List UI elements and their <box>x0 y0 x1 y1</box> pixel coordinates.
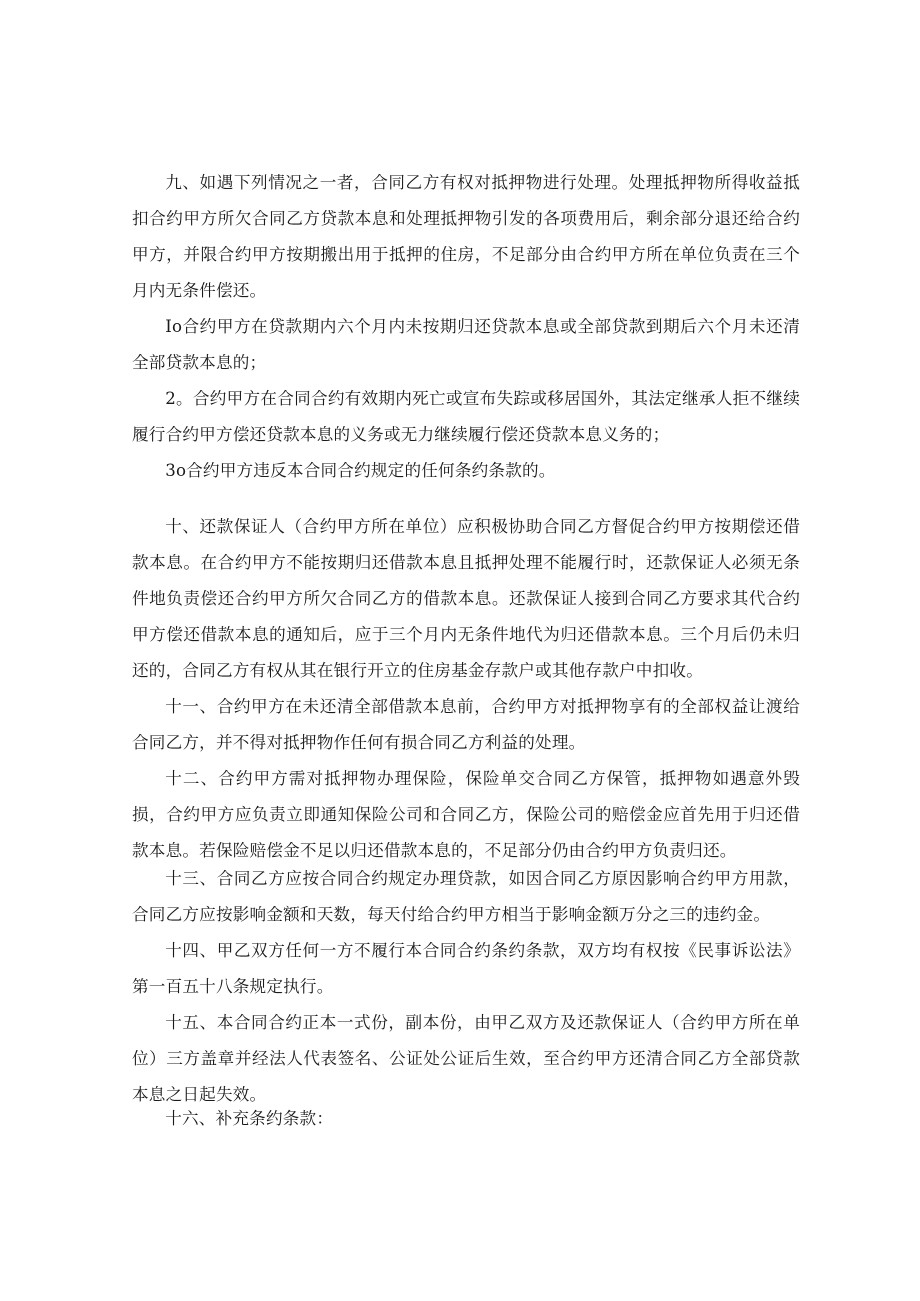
clause-10: 十、还款保证人（合约甲方所在单位）应积极协助合同乙方督促合约甲方按期偿还借款本息。在合约甲方不能按期归还借款本息且抵押处理不能履行时，还款保证人必须无条件地负责偿还合约甲方所欠合同乙方的借款本息。还款保证人接到合同乙方要求其代合约甲方偿还借款本息的通知后，应于三个月内无条件地代为归还借款本息。三个月后仍未归还的，合同乙方有权从其在银行开立的住房基金存款户或其他存款户中扣收。 <box>132 517 800 680</box>
clause-11: 十一、合约甲方在未还清全部借款本息前，合约甲方对抵押物享有的全部权益让渡给合同乙方，并不得对抵押物作任何有损合同乙方利益的处理。 <box>132 697 800 752</box>
clause-9-item-3: 3o合约甲方违反本合同合约规定的任何条约条款的。 <box>165 461 556 480</box>
clause-12: 十二、合约甲方需对抵押物办理保险，保险单交合同乙方保管，抵押物如遇意外毁损，合约甲方应负责立即通知保险公司和合同乙方，保险公司的赔偿金应首先用于归还借款本息。若保险赔偿金不足以归还借款本息的，不足部分仍由合约甲方负责归还。 <box>132 769 800 860</box>
clause-9-item-1: Io合约甲方在贷款期内六个月内未按期归还贷款本息或全部贷款到期后六个月未还清全部贷款本息的； <box>132 317 800 372</box>
clause-15: 十五、本合同合约正本一式份，副本份，由甲乙双方及还款保证人（合约甲方所在单位）三方盖章并经法人代表签名、公证处公证后生效，至合约甲方还清合同乙方全部贷款本息之日起失效。 <box>132 1013 800 1104</box>
clause-13: 十三、合同乙方应按合同合约规定办理贷款，如因合同乙方原因影响合约甲方用款，合同乙方应按影响金额和天数，每天付给合约甲方相当于影响金额万分之三的违约金。 <box>132 869 800 924</box>
clause-16: 十六、补充条约条款： <box>165 1109 334 1128</box>
clause-9: 九、如遇下列情况之一者，合同乙方有权对抵押物进行处理。处理抵押物所得收益抵扣合约甲方所欠合同乙方贷款本息和处理抵押物引发的各项费用后，剩余部分退还给合约甲方，并限合约甲方按期搬出用于抵押的住房，不足部分由合约甲方所在单位负责在三个月内无条件偿还。 <box>132 173 800 300</box>
clause-9-item-2: 2。合约甲方在合同合约有效期内死亡或宣布失踪或移居国外，其法定继承人拒不继续履行合约甲方偿还贷款本息的义务或无力继续履行偿还贷款本息义务的； <box>132 389 800 444</box>
clause-14: 十四、甲乙双方任何一方不履行本合同合约条约条款，双方均有权按《民事诉讼法》第一百五十八条规定执行。 <box>132 941 800 996</box>
